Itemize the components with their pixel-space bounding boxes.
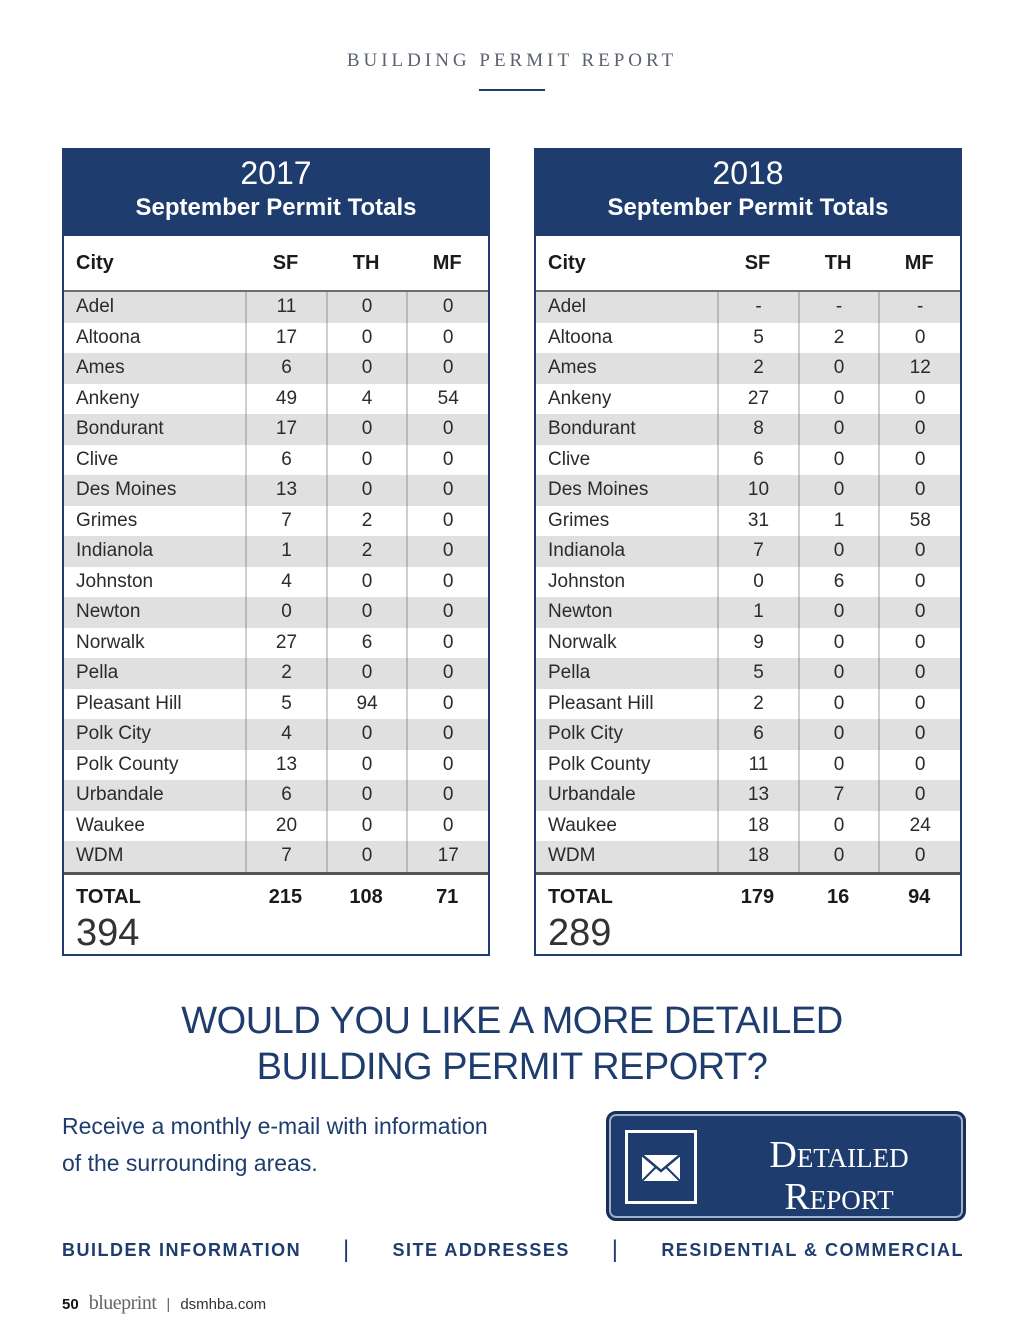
table-row [64, 597, 488, 628]
table-row [536, 750, 960, 781]
table-rows [64, 292, 488, 872]
cell-mf: 0 [406, 292, 488, 323]
report-title: BUILDING PERMIT REPORT [346, 50, 678, 71]
cell-sf: 1 [245, 536, 326, 567]
table-row [536, 414, 960, 445]
cell-mf: 0 [406, 506, 488, 537]
button-label [729, 1134, 949, 1218]
total-mf: 71 [436, 886, 459, 908]
cell-city: Clive [548, 448, 591, 470]
cell-th: 0 [798, 841, 879, 872]
total-th: 16 [826, 886, 850, 908]
cell-sf: 18 [717, 841, 798, 872]
cell-sf: 6 [245, 445, 326, 476]
cell-th: 0 [798, 750, 879, 781]
cell-sf: 13 [717, 780, 798, 811]
cell-mf: 58 [878, 506, 960, 537]
cell-th: 0 [798, 445, 879, 476]
cell-mf: 54 [406, 384, 488, 415]
cell-mf: 0 [406, 689, 488, 720]
table-row [536, 384, 960, 415]
cell-th: 0 [326, 811, 407, 842]
cell-th: 1 [798, 506, 879, 537]
cell-city: Polk County [76, 753, 179, 775]
total-th: 108 [349, 886, 383, 908]
cell-sf: 2 [245, 658, 326, 689]
cell-mf: 0 [878, 658, 960, 689]
link-site-addresses[interactable]: SITE ADDRESSES [392, 1239, 570, 1260]
cell-mf: 0 [406, 567, 488, 598]
table-subtitle: September Permit Totals [607, 194, 889, 221]
cell-th: 0 [326, 841, 407, 872]
table-row [536, 353, 960, 384]
col-city: City [548, 251, 586, 274]
cell-city: Pella [548, 662, 591, 684]
cell-th: 0 [326, 750, 407, 781]
table-row [536, 658, 960, 689]
cell-mf: 0 [406, 445, 488, 476]
title-underline [479, 89, 545, 91]
cell-th: 0 [798, 353, 879, 384]
table-row [64, 567, 488, 598]
cell-mf: 0 [878, 780, 960, 811]
table-row [64, 658, 488, 689]
cell-th: 0 [798, 658, 879, 689]
cell-city: Indianola [548, 540, 626, 562]
cell-city: Pleasant Hill [548, 692, 654, 714]
cell-sf: 11 [717, 750, 798, 781]
cell-city: Adel [76, 296, 115, 318]
receive-line-1: Receive a monthly e-mail with information [62, 1113, 488, 1139]
table-row [536, 292, 960, 323]
cell-sf: 27 [245, 628, 326, 659]
footer-links [62, 1236, 964, 1264]
cell-city: Altoona [548, 326, 613, 348]
cell-city: Des Moines [548, 479, 649, 501]
cell-sf: 6 [245, 353, 326, 384]
table-row [536, 841, 960, 872]
table-row [536, 475, 960, 506]
cell-sf: 7 [717, 536, 798, 567]
cell-city: Waukee [76, 814, 145, 836]
permit-table-2017 [62, 148, 490, 956]
total-sf: 215 [268, 886, 303, 908]
table-year: 2018 [712, 155, 784, 191]
cell-city: Johnston [548, 570, 626, 592]
table-row [536, 719, 960, 750]
cell-city: WDM [548, 845, 596, 867]
page-number: 50 [62, 1296, 79, 1313]
col-sf: SF [272, 251, 299, 274]
cell-mf: 0 [878, 384, 960, 415]
cell-city: Bondurant [76, 418, 164, 440]
cell-sf: 17 [245, 414, 326, 445]
cell-sf: 7 [245, 506, 326, 537]
cell-sf: 7 [245, 841, 326, 872]
cell-mf: 0 [878, 567, 960, 598]
table-row [536, 628, 960, 659]
cell-sf: 6 [717, 445, 798, 476]
question-line-1: WOULD YOU LIKE A MORE DETAILED [181, 1000, 843, 1042]
cell-city: Pleasant Hill [76, 692, 182, 714]
cell-city: Urbandale [548, 784, 636, 806]
cell-mf: 0 [878, 597, 960, 628]
cell-mf: - [878, 292, 960, 323]
col-th: TH [352, 251, 380, 274]
cell-th: 0 [798, 719, 879, 750]
total-sf: 179 [740, 886, 775, 908]
table-row [64, 475, 488, 506]
cell-mf: 0 [406, 658, 488, 689]
cell-sf: 10 [717, 475, 798, 506]
cell-th: 0 [326, 414, 407, 445]
cell-sf: 6 [717, 719, 798, 750]
cell-city: Grimes [76, 509, 138, 531]
cell-mf: 0 [878, 445, 960, 476]
cell-sf: 49 [245, 384, 326, 415]
cell-city: Altoona [76, 326, 141, 348]
cell-mf: 0 [878, 750, 960, 781]
grand-total: 394 [76, 911, 140, 954]
link-builder-information[interactable]: BUILDER INFORMATION [62, 1239, 302, 1260]
table-year: 2017 [240, 155, 312, 191]
table-row [536, 567, 960, 598]
cell-th: 0 [326, 292, 407, 323]
cell-mf: 0 [406, 597, 488, 628]
col-sf: SF [744, 251, 771, 274]
total-mf: 94 [908, 886, 931, 908]
cell-th: 0 [798, 811, 879, 842]
cell-sf: 2 [717, 353, 798, 384]
table-row [64, 536, 488, 567]
table-row [536, 323, 960, 354]
cell-city: Ames [548, 357, 597, 379]
cell-mf: 0 [406, 628, 488, 659]
cell-mf: 0 [878, 689, 960, 720]
cell-city: Clive [76, 448, 119, 470]
cell-city: Indianola [76, 540, 154, 562]
cell-mf: 0 [406, 414, 488, 445]
cell-th: 94 [326, 689, 407, 720]
cell-mf: 0 [878, 719, 960, 750]
cell-th: 0 [326, 567, 407, 598]
cell-city: Newton [548, 601, 613, 623]
cell-mf: 0 [878, 323, 960, 354]
table-header [64, 150, 488, 236]
col-mf: MF [432, 251, 462, 274]
table-row [64, 445, 488, 476]
cell-th: 2 [326, 506, 407, 537]
cell-th: - [798, 292, 879, 323]
table-rows [536, 292, 960, 872]
cell-city: Norwalk [548, 631, 617, 653]
cell-sf: 4 [245, 719, 326, 750]
cell-mf: 0 [878, 475, 960, 506]
cell-th: 0 [798, 475, 879, 506]
page-footer [62, 1292, 266, 1315]
cell-city: Pella [76, 662, 119, 684]
table-row [64, 841, 488, 872]
cell-mf: 0 [406, 353, 488, 384]
table-row [536, 445, 960, 476]
table-row [536, 597, 960, 628]
cell-th: 6 [326, 628, 407, 659]
cell-mf: 0 [406, 323, 488, 354]
cell-city: Polk City [548, 723, 623, 745]
cell-th: 0 [798, 597, 879, 628]
cell-th: 4 [326, 384, 407, 415]
grand-total: 289 [548, 911, 612, 954]
cell-sf: 18 [717, 811, 798, 842]
table-row [536, 506, 960, 537]
table-row [64, 323, 488, 354]
cell-sf: 11 [245, 292, 326, 323]
cell-sf: 0 [717, 567, 798, 598]
table-row [64, 689, 488, 720]
permit-table-2018 [534, 148, 962, 956]
cell-th: 0 [326, 353, 407, 384]
cell-th: 6 [798, 567, 879, 598]
table-row [64, 506, 488, 537]
cell-city: Waukee [548, 814, 617, 836]
cell-th: 2 [326, 536, 407, 567]
cell-sf: 6 [245, 780, 326, 811]
table-row [64, 353, 488, 384]
cell-th: 7 [798, 780, 879, 811]
cell-mf: 0 [406, 811, 488, 842]
question-line-2: BUILDING PERMIT REPORT? [256, 1046, 768, 1088]
cell-sf: 8 [717, 414, 798, 445]
table-row [536, 536, 960, 567]
cell-sf: 5 [717, 658, 798, 689]
cell-th: 0 [798, 414, 879, 445]
cell-city: Norwalk [76, 631, 145, 653]
cell-mf: 12 [878, 353, 960, 384]
cell-city: Ankeny [76, 387, 140, 409]
cell-th: 0 [326, 780, 407, 811]
cell-sf: 17 [245, 323, 326, 354]
table-row [64, 414, 488, 445]
cell-sf: 4 [245, 567, 326, 598]
table-row [64, 719, 488, 750]
cell-city: Polk City [76, 723, 151, 745]
total-label: TOTAL [76, 886, 141, 908]
cell-th: 0 [326, 323, 407, 354]
cell-sf: 13 [245, 475, 326, 506]
col-mf: MF [904, 251, 934, 274]
cell-city: Urbandale [76, 784, 164, 806]
cell-city: Johnston [76, 570, 154, 592]
cell-sf: 31 [717, 506, 798, 537]
detailed-report-button[interactable] [606, 1111, 966, 1221]
cell-th: 0 [798, 536, 879, 567]
cell-city: Grimes [548, 509, 610, 531]
cell-mf: 0 [878, 536, 960, 567]
link-separator: | [611, 1236, 620, 1263]
table-row [64, 628, 488, 659]
col-city: City [76, 251, 114, 274]
cell-mf: 0 [406, 780, 488, 811]
link-separator: | [342, 1236, 351, 1263]
website-link[interactable]: dsmhba.com [180, 1296, 267, 1313]
cell-th: 2 [798, 323, 879, 354]
envelope-icon [625, 1130, 697, 1204]
cell-mf: 0 [878, 841, 960, 872]
total-row [64, 883, 488, 913]
table-row [64, 780, 488, 811]
cell-th: 0 [326, 597, 407, 628]
cell-sf: 13 [245, 750, 326, 781]
cell-mf: 24 [878, 811, 960, 842]
cell-sf: 2 [717, 689, 798, 720]
column-headers [536, 236, 960, 292]
cell-city: Adel [548, 296, 587, 318]
cell-sf: - [717, 292, 798, 323]
cell-city: WDM [76, 845, 124, 867]
table-row [536, 811, 960, 842]
cell-sf: 5 [245, 689, 326, 720]
cell-city: Ankeny [548, 387, 612, 409]
cell-city: Des Moines [76, 479, 177, 501]
total-row [536, 883, 960, 913]
cell-sf: 9 [717, 628, 798, 659]
total-block [64, 872, 488, 953]
table-row [64, 292, 488, 323]
cell-mf: 0 [406, 719, 488, 750]
cell-mf: 0 [406, 536, 488, 567]
cell-th: 0 [798, 384, 879, 415]
button-line-1: Detailed [769, 1134, 909, 1176]
total-block [536, 872, 960, 953]
cell-city: Newton [76, 601, 141, 623]
cell-sf: 20 [245, 811, 326, 842]
column-headers [64, 236, 488, 292]
cell-th: 0 [326, 719, 407, 750]
cell-sf: 0 [245, 597, 326, 628]
button-line-2: Report [784, 1176, 894, 1218]
table-row [536, 780, 960, 811]
table-row [64, 750, 488, 781]
table-row [536, 689, 960, 720]
link-residential-commercial[interactable]: RESIDENTIAL & COMMERCIAL [661, 1239, 964, 1260]
table-row [64, 384, 488, 415]
cell-mf: 0 [878, 628, 960, 659]
table-row [64, 811, 488, 842]
cell-sf: 5 [717, 323, 798, 354]
cell-th: 0 [798, 689, 879, 720]
table-subtitle: September Permit Totals [135, 194, 417, 221]
promo-question [0, 998, 1024, 1090]
cell-mf: 0 [878, 414, 960, 445]
cell-city: Polk County [548, 753, 651, 775]
cell-sf: 1 [717, 597, 798, 628]
cell-sf: 27 [717, 384, 798, 415]
receive-line-2: of the surrounding areas. [62, 1150, 318, 1176]
cell-th: 0 [326, 445, 407, 476]
promo-description [62, 1108, 562, 1182]
cell-mf: 0 [406, 750, 488, 781]
cell-city: Ames [76, 357, 125, 379]
brand-logo: blueprint [88, 1292, 157, 1314]
cell-mf: 0 [406, 475, 488, 506]
cell-th: 0 [326, 475, 407, 506]
footer-pipe: | [166, 1296, 171, 1313]
cell-th: 0 [798, 628, 879, 659]
cell-mf: 17 [406, 841, 488, 872]
table-header [536, 150, 960, 236]
col-th: TH [824, 251, 852, 274]
cell-th: 0 [326, 658, 407, 689]
cell-city: Bondurant [548, 418, 636, 440]
total-label: TOTAL [548, 886, 613, 908]
